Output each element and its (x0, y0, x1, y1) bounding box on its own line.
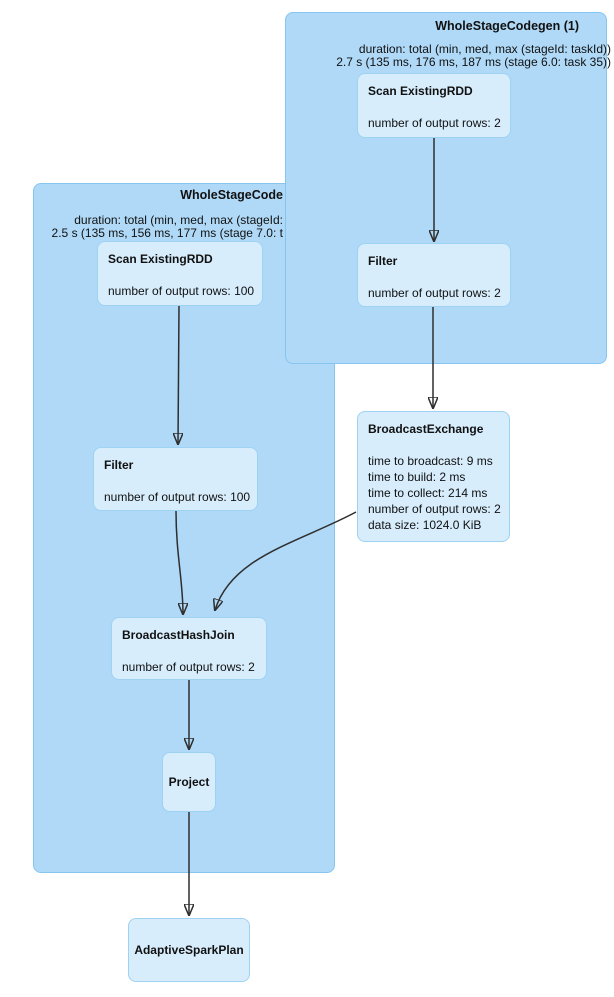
cluster-title-wholestagecodegen-1: WholeStageCodegen (1) (435, 19, 579, 33)
node-metric: data size: 1024.0 KiB (368, 518, 482, 532)
node-metric: time to collect: 214 ms (368, 486, 488, 500)
node-metric: number of output rows: 100 (108, 284, 255, 298)
cluster-duration-wholestagecodegen-2 (52, 214, 283, 240)
plan-node-filter-1[interactable] (357, 243, 511, 307)
plan-node-broadcast-hash-join[interactable] (111, 617, 267, 680)
plan-node-scan-existing-rdd-2[interactable] (97, 241, 263, 306)
node-metric: number of output rows: 2 (368, 286, 501, 300)
duration-line-1: duration: total (min, med, max (stageId: taskId)) (358, 42, 611, 56)
cluster-title-wholestagecodegen-2: WholeStageCode (180, 188, 283, 202)
node-metric: time to broadcast: 9 ms (368, 454, 493, 468)
node-title: BroadcastHashJoin (122, 628, 235, 642)
duration-line-1: duration: total (min, med, max (stageId: (74, 213, 283, 227)
plan-node-scan-existing-rdd-1[interactable] (357, 73, 511, 138)
plan-node-broadcast-exchange[interactable] (357, 411, 510, 542)
node-metric: number of output rows: 2 (368, 116, 501, 130)
node-title: Scan ExistingRDD (108, 252, 213, 266)
node-metric: number of output rows: 2 (368, 502, 501, 516)
plan-node-adaptive-spark-plan[interactable] (128, 918, 250, 982)
node-title: Filter (104, 458, 134, 472)
node-title: BroadcastExchange (368, 422, 484, 436)
node-title: Filter (368, 254, 398, 268)
node-title: Scan ExistingRDD (368, 84, 473, 98)
node-title: AdaptiveSparkPlan (134, 943, 244, 957)
plan-node-filter-2[interactable] (93, 447, 258, 511)
node-title: Project (168, 775, 210, 789)
plan-node-project[interactable] (162, 752, 216, 812)
node-metric: number of output rows: 100 (104, 490, 251, 504)
cluster-duration-wholestagecodegen-1 (336, 43, 611, 69)
node-metric: time to build: 2 ms (368, 470, 466, 484)
duration-line-2: 2.5 s (135 ms, 156 ms, 177 ms (stage 7.0: t (51, 226, 283, 240)
duration-line-2: 2.7 s (135 ms, 176 ms, 187 ms (stage 6.0: task 35)) (336, 55, 611, 69)
node-metric: number of output rows: 2 (122, 660, 255, 674)
